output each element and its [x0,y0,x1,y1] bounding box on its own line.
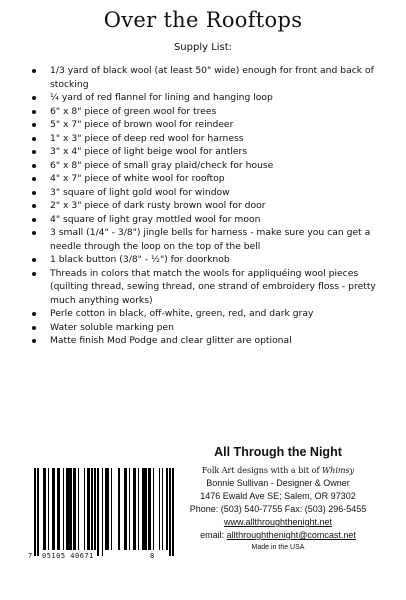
barcode-bar [73,468,76,550]
supply-item: 3 small (1/4" - 3/8") jingle bells for harness - make sure you can get a needle through the loop on the top of the bell [30,226,390,253]
barcode-bar [124,468,127,550]
barcode-bar [129,468,131,550]
barcode-bar [43,468,46,550]
barcode-bar [94,468,96,550]
barcode-bar [153,468,155,550]
supply-item: 4" x 7" piece of white wool for rooftop [30,172,390,186]
barcode-bar [138,468,140,550]
supply-item: Perle cotton in black, off-white, green, red, and dark gray [30,307,390,321]
company-info [162,445,394,551]
email-link[interactable]: allthroughthenight@comcast.net [226,530,356,540]
barcode-bar [133,468,136,550]
barcode-bar [48,468,50,550]
website-link[interactable]: www.allthroughthenight.net [223,517,333,527]
company-name: All Through the Night [214,445,342,459]
barcode-bar [66,468,72,550]
barcode-bar [91,468,93,550]
barcode-bar [111,468,113,550]
supply-list [30,64,390,348]
designer-line: Bonnie Sullivan - Designer & Owner [206,478,350,488]
supply-item: 4" square of light gray mottled wool for moon [30,213,390,227]
email-label: email: [200,530,225,540]
supply-item: Matte finish Mod Podge and clear glitter are optional [30,334,390,348]
supply-item: 1" x 3" piece of deep red wool for harness [30,132,390,146]
supply-item: Threads in colors that match the wools for appliquéing wool pieces (quilting thread, sewing thread, one strand of embroidery floss - pretty much anything works) [30,267,390,308]
supply-item: 1 black button (3/8" - ½") for doorknob [30,253,390,267]
supply-item: ¼ yard of red flannel for lining and hanging loop [30,91,390,105]
barcode-bar [148,468,151,550]
barcode-first-digit: 7 [28,552,33,560]
barcode-main-digits: 05105 40671 [42,552,94,560]
barcode-last-digit: 8 [150,552,155,560]
barcode-bar [52,468,55,550]
address-line: 1476 Ewald Ave SE; Salem, OR 97302 [200,491,356,501]
supply-item: 6" x 8" piece of small gray plaid/check for house [30,159,390,173]
tagline-whimsy: Whimsy [321,466,355,475]
barcode-bar [142,468,147,550]
barcode-bar [57,468,60,550]
barcode-bar [34,468,36,556]
email-line [162,529,394,542]
supply-item: 5" x 7" piece of brown wool for reindeer [30,118,390,132]
page-title: Over the Rooftops [103,8,303,32]
barcode-bar [159,468,161,550]
made-in-note: Made in the USA [251,544,305,551]
barcode-bar [118,468,120,550]
barcode-bars [28,468,158,556]
supply-item: 1/3 yard of black wool (at least 50" wide) enough for front and back of stocking [30,64,390,91]
tagline-text: Folk Art designs with a bit of [201,466,320,475]
barcode-bar [97,468,99,556]
company-tagline [162,464,394,477]
supply-item: 3" x 4" piece of light beige wool for antlers [30,145,390,159]
supply-item: 2" x 3" piece of dark rusty brown wool for door [30,199,390,213]
barcode-bar [63,468,65,550]
barcode-bar [87,468,90,550]
supply-list-heading: Supply List: [173,42,233,53]
supply-item: 3" square of light gold wool for window [30,186,390,200]
barcode-bar [37,468,39,556]
barcode [28,468,158,568]
supply-item: Water soluble marking pen [30,321,390,335]
supply-item: 6" x 8" piece of green wool for trees [30,105,390,119]
barcode-bar [102,468,104,556]
barcode-bar [84,468,86,550]
barcode-bar [78,468,80,550]
barcode-bar [105,468,110,550]
phone-line: Phone: (503) 540-7755 Fax: (503) 296-5455 [189,504,367,514]
